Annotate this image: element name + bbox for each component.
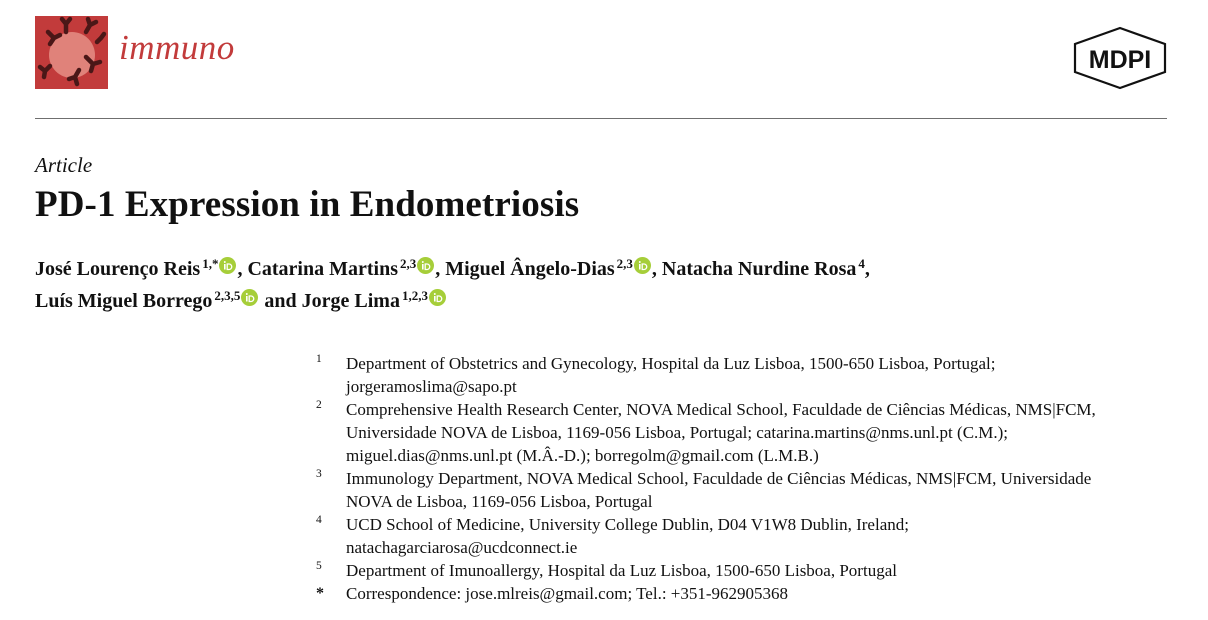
affiliation-text-line: Immunology Department, NOVA Medical School, Faculdade de Ciências Médicas, NMS|FCM, Universidade <box>346 469 1092 488</box>
affiliation-item <box>316 582 1186 605</box>
author-separator: , <box>237 258 248 280</box>
affiliation-text-line: jorgeramoslima@sapo.pt <box>346 377 517 396</box>
author <box>302 290 447 312</box>
affiliation-text-line: Universidade NOVA de Lisboa, 1169-056 Lisboa, Portugal; catarina.martins@nms.unl.pt (C.M.); <box>346 423 1009 442</box>
author <box>35 290 259 312</box>
affiliation-text-line: Correspondence: jose.mlreis@gmail.com; Tel.: +351-962905368 <box>346 584 789 603</box>
affiliation-item <box>316 398 1186 467</box>
author-name: Jorge Lima <box>301 290 400 312</box>
affiliation-item <box>316 352 1186 398</box>
mdpi-logo-text: MDPI <box>1088 46 1152 74</box>
affiliation-marker: 5 <box>316 560 322 572</box>
affiliation-item <box>316 513 1186 559</box>
author-separator: , <box>651 258 662 280</box>
affiliation-text-line: UCD School of Medicine, University College Dublin, D04 V1W8 Dublin, Ireland; <box>346 515 909 534</box>
affiliation-text-line: Department of Imunoallergy, Hospital da Luz Lisboa, 1500-650 Lisboa, Portugal <box>346 561 897 580</box>
author-name: Luís Miguel Borrego <box>35 290 213 312</box>
author-separator: and <box>259 290 302 312</box>
author-name: Miguel Ângelo-Dias <box>445 258 615 280</box>
mdpi-logo <box>1073 26 1168 95</box>
author-affiliation-marker: 1,2,3 <box>401 288 428 303</box>
author-name: Catarina Martins <box>247 258 398 280</box>
author-name: José Lourenço Reis <box>35 258 201 280</box>
orcid-icon[interactable] <box>219 257 236 274</box>
affiliation-marker: 2 <box>316 399 322 411</box>
article-type: Article <box>35 153 93 177</box>
author <box>662 258 865 280</box>
antibody-cell-icon <box>35 16 108 89</box>
affiliation-marker: 3 <box>316 468 322 480</box>
affiliation-text-line: natachagarciarosa@ucdconnect.ie <box>346 538 578 557</box>
author-affiliation-marker: 1,* <box>202 256 219 271</box>
orcid-icon[interactable] <box>634 257 651 274</box>
journal-name: immuno <box>119 28 235 67</box>
journal-logo <box>35 16 108 89</box>
article-title: PD-1 Expression in Endometriosis <box>35 184 580 225</box>
author <box>35 258 237 280</box>
affiliation-marker: 4 <box>316 514 322 526</box>
author-list <box>35 253 1175 317</box>
affiliation-text-line: Department of Obstetrics and Gynecology, Hospital da Luz Lisboa, 1500-650 Lisboa, Portugal; <box>346 354 996 373</box>
orcid-icon[interactable] <box>417 257 434 274</box>
author-name: Natacha Nurdine Rosa <box>661 258 857 280</box>
author-affiliation-marker: 2,3 <box>399 256 417 271</box>
affiliation-text-line: NOVA de Lisboa, 1169-056 Lisboa, Portugal <box>346 492 653 511</box>
affiliation-item <box>316 559 1186 582</box>
header-divider <box>35 118 1167 119</box>
author-separator: , <box>864 258 870 280</box>
affiliation-item <box>316 467 1186 513</box>
author <box>445 258 652 280</box>
orcid-icon[interactable] <box>241 289 258 306</box>
orcid-icon[interactable] <box>429 289 446 306</box>
author <box>247 258 435 280</box>
affiliation-text-line: miguel.dias@nms.unl.pt (M.Â.-D.); borregolm@gmail.com (L.M.B.) <box>346 446 819 465</box>
affiliation-list <box>316 352 1186 605</box>
author-affiliation-marker: 4 <box>858 256 865 271</box>
affiliation-text-line: Comprehensive Health Research Center, NOVA Medical School, Faculdade de Ciências Médicas, NMS|FCM, <box>346 400 1096 419</box>
author-affiliation-marker: 2,3 <box>616 256 633 271</box>
author-separator: , <box>435 258 446 280</box>
author-affiliation-marker: 2,3,5 <box>214 288 241 303</box>
affiliation-marker: * <box>316 585 324 602</box>
affiliation-marker: 1 <box>316 353 322 365</box>
